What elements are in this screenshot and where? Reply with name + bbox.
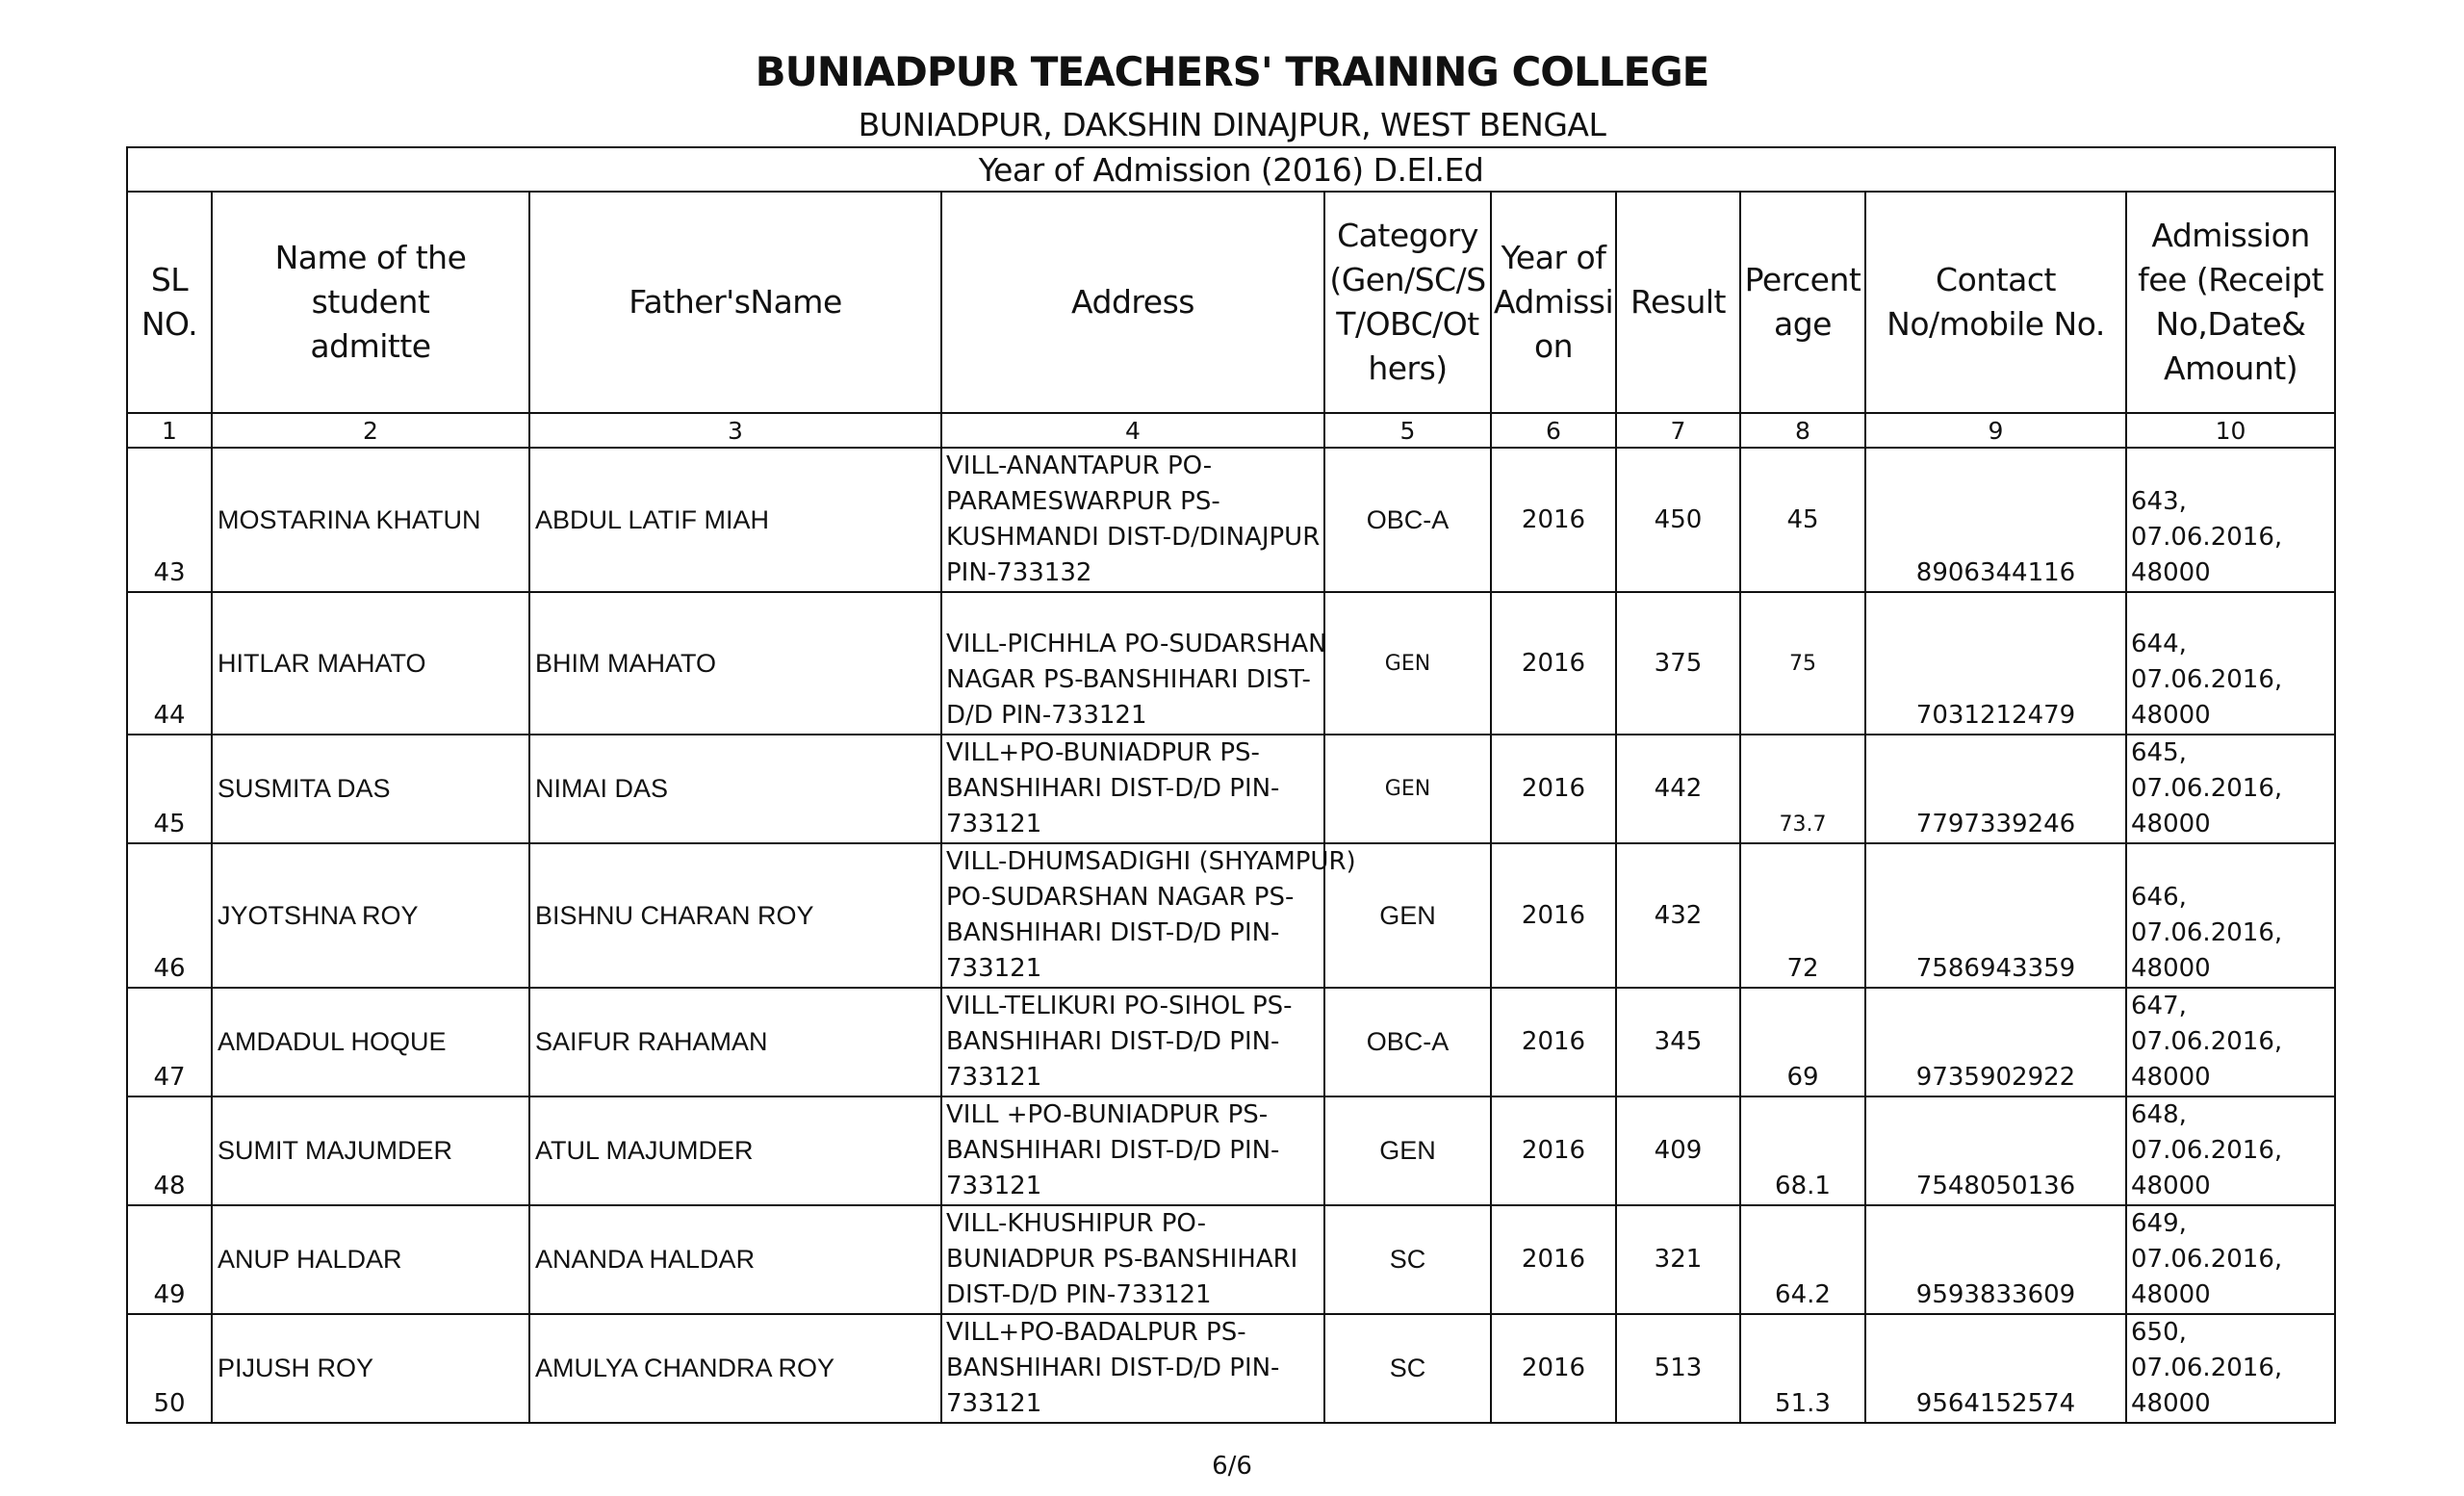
address-cell: [941, 1096, 1324, 1205]
address-line: VILL-KHUSHIPUR PO-: [946, 1209, 1206, 1238]
percentage-cell: 72: [1740, 843, 1865, 988]
admission-fee-cell: 650, 07.06.2016, 48000: [2126, 1314, 2335, 1423]
col-number: 8: [1740, 413, 1865, 448]
student-name-cell: ANUP HALDAR: [212, 1205, 529, 1314]
student-name-cell: AMDADUL HOQUE: [212, 988, 529, 1096]
address-line: VILL+PO-BUNIADPUR PS-: [946, 738, 1260, 767]
percentage-cell: 51.3: [1740, 1314, 1865, 1423]
address-line: KUSHMANDI DIST-D/DINAJPUR: [946, 523, 1321, 552]
category-cell: SC: [1324, 1314, 1491, 1423]
col-number: 7: [1616, 413, 1740, 448]
result-cell: 442: [1616, 735, 1740, 843]
student-name-cell: SUSMITA DAS: [212, 735, 529, 843]
category-cell: GEN: [1324, 843, 1491, 988]
address-cell: [941, 843, 1356, 988]
admission-fee-cell: 645, 07.06.2016, 48000: [2126, 735, 2335, 843]
student-name-cell: PIJUSH ROY: [212, 1314, 529, 1423]
table-row: [127, 1205, 2335, 1314]
col-number: 3: [529, 413, 941, 448]
address-line: VILL-DHUMSADIGHI (SHYAMPUR): [946, 847, 1356, 876]
page-number: 6/6: [1212, 1452, 1252, 1481]
result-cell: 513: [1616, 1314, 1740, 1423]
address-line: VILL+PO-BADALPUR PS-: [946, 1318, 1246, 1347]
serial-number-cell: 47: [127, 988, 212, 1096]
percentage-cell: 68.1: [1740, 1096, 1865, 1205]
father-name-cell: ATUL MAJUMDER: [529, 1096, 941, 1205]
admission-fee-cell: 648, 07.06.2016, 48000: [2126, 1096, 2335, 1205]
contact-cell: 9593833609: [1865, 1205, 2126, 1314]
student-name-cell: SUMIT MAJUMDER: [212, 1096, 529, 1205]
address-line: BUNIADPUR PS-BANSHIHARI: [946, 1245, 1298, 1274]
col-header-year: Year of Admissi on: [1491, 192, 1616, 413]
contact-cell: 9564152574: [1865, 1314, 2126, 1423]
result-cell: 375: [1616, 592, 1740, 735]
contact-cell: 7031212479: [1865, 592, 2126, 735]
category-cell: OBC-A: [1324, 448, 1491, 592]
table-row: [127, 592, 2335, 735]
address-line: D/D PIN-733121: [946, 701, 1147, 730]
col-header-result: Result: [1616, 192, 1740, 413]
address-line: BANSHIHARI DIST-D/D PIN-: [946, 1027, 1280, 1056]
col-header-percentage: Percent age: [1740, 192, 1865, 413]
percentage-cell: 75: [1740, 592, 1865, 735]
percentage-cell: 64.2: [1740, 1205, 1865, 1314]
table-row: [127, 1314, 2335, 1423]
address-line: DIST-D/D PIN-733121: [946, 1280, 1212, 1309]
percentage-cell: 69: [1740, 988, 1865, 1096]
serial-number-cell: 45: [127, 735, 212, 843]
address-cell: [941, 592, 1327, 735]
result-cell: 345: [1616, 988, 1740, 1096]
result-cell: 409: [1616, 1096, 1740, 1205]
percentage-cell: 45: [1740, 448, 1865, 592]
student-name-cell: MOSTARINA KHATUN: [212, 448, 529, 592]
admission-fee-cell: 646, 07.06.2016, 48000: [2126, 843, 2335, 988]
address-line: VILL-ANANTAPUR PO-: [946, 451, 1213, 480]
admission-year-cell: 2016: [1491, 1314, 1616, 1423]
address-line: PIN-733132: [946, 558, 1092, 587]
category-cell: GEN: [1324, 1096, 1491, 1205]
contact-cell: 9735902922: [1865, 988, 2126, 1096]
admission-year-cell: 2016: [1491, 1096, 1616, 1205]
admission-fee-cell: 649, 07.06.2016, 48000: [2126, 1205, 2335, 1314]
address-line: 733121: [946, 1172, 1042, 1200]
contact-cell: 8906344116: [1865, 448, 2126, 592]
father-name-cell: BISHNU CHARAN ROY: [529, 843, 941, 988]
student-name-cell: JYOTSHNA ROY: [212, 843, 529, 988]
col-header-sl: SL NO.: [127, 192, 212, 413]
college-title: BUNIADPUR TEACHERS' TRAINING COLLEGE: [755, 48, 1709, 95]
father-name-cell: SAIFUR RAHAMAN: [529, 988, 941, 1096]
address-line: VILL-TELIKURI PO-SIHOL PS-: [946, 992, 1293, 1020]
col-number: 6: [1491, 413, 1616, 448]
address-line: 733121: [946, 1389, 1042, 1418]
col-number: 4: [941, 413, 1324, 448]
col-number: 5: [1324, 413, 1491, 448]
table-row: [127, 735, 2335, 843]
column-header-row: [127, 192, 2335, 413]
table-row: [127, 988, 2335, 1096]
contact-cell: 7797339246: [1865, 735, 2126, 843]
serial-number-cell: 44: [127, 592, 212, 735]
serial-number-cell: 43: [127, 448, 212, 592]
admission-fee-cell: 647, 07.06.2016, 48000: [2126, 988, 2335, 1096]
admission-year-cell: 2016: [1491, 448, 1616, 592]
address-line: BANSHIHARI DIST-D/D PIN-: [946, 774, 1280, 803]
admission-year-cell: 2016: [1491, 843, 1616, 988]
table-row: [127, 1096, 2335, 1205]
category-cell: SC: [1324, 1205, 1491, 1314]
serial-number-cell: 50: [127, 1314, 212, 1423]
percentage-cell: 73.7: [1740, 735, 1865, 843]
serial-number-cell: 48: [127, 1096, 212, 1205]
result-cell: 432: [1616, 843, 1740, 988]
col-number: 9: [1865, 413, 2126, 448]
col-header-contact: Contact No/mobile No.: [1865, 192, 2126, 413]
admission-year-cell: 2016: [1491, 1205, 1616, 1314]
address-cell: [941, 988, 1324, 1096]
father-name-cell: BHIM MAHATO: [529, 592, 941, 735]
address-line: BANSHIHARI DIST-D/D PIN-: [946, 1354, 1280, 1382]
category-cell: GEN: [1324, 592, 1491, 735]
col-number: 1: [127, 413, 212, 448]
contact-cell: 7548050136: [1865, 1096, 2126, 1205]
admission-year-banner: Year of Admission (2016) D.El.Ed: [127, 147, 2335, 192]
address-line: NAGAR PS-BANSHIHARI DIST-: [946, 665, 1311, 694]
address-cell: [941, 1314, 1324, 1423]
col-number: 2: [212, 413, 529, 448]
result-cell: 450: [1616, 448, 1740, 592]
address-line: BANSHIHARI DIST-D/D PIN-: [946, 918, 1280, 947]
father-name-cell: ABDUL LATIF MIAH: [529, 448, 941, 592]
category-cell: OBC-A: [1324, 988, 1491, 1096]
col-header-category: Category (Gen/SC/S T/OBC/Ot hers): [1324, 192, 1491, 413]
address-cell: [941, 735, 1324, 843]
address-line: VILL +PO-BUNIADPUR PS-: [946, 1100, 1269, 1129]
admission-fee-cell: 643, 07.06.2016, 48000: [2126, 448, 2335, 592]
address-line: PARAMESWARPUR PS-: [946, 487, 1220, 516]
col-number: 10: [2126, 413, 2335, 448]
col-header-father: Father'sName: [529, 192, 941, 413]
address-cell: [941, 1205, 1324, 1314]
col-header-name: Name of the student admitte: [212, 192, 529, 413]
address-line: VILL-PICHHLA PO-SUDARSHAN: [946, 630, 1327, 658]
serial-number-cell: 46: [127, 843, 212, 988]
table-row: [127, 843, 2335, 988]
address-line: PO-SUDARSHAN NAGAR PS-: [946, 883, 1295, 912]
father-name-cell: NIMAI DAS: [529, 735, 941, 843]
admission-fee-cell: 644, 07.06.2016, 48000: [2126, 592, 2335, 735]
address-line: 733121: [946, 810, 1042, 838]
category-cell: GEN: [1324, 735, 1491, 843]
admission-year-cell: 2016: [1491, 735, 1616, 843]
admission-year-cell: 2016: [1491, 592, 1616, 735]
address-cell: [941, 448, 1324, 592]
father-name-cell: AMULYA CHANDRA ROY: [529, 1314, 941, 1423]
result-cell: 321: [1616, 1205, 1740, 1314]
admission-table: [126, 146, 2336, 1424]
serial-number-cell: 49: [127, 1205, 212, 1314]
column-number-row: [127, 413, 2335, 448]
admission-year-cell: 2016: [1491, 988, 1616, 1096]
table-row: [127, 448, 2335, 592]
col-header-address: Address: [941, 192, 1324, 413]
address-line: 733121: [946, 954, 1042, 983]
col-header-fee: Admission fee (Receipt No,Date& Amount): [2126, 192, 2335, 413]
college-address: BUNIADPUR, DAKSHIN DINAJPUR, WEST BENGAL: [858, 106, 1606, 143]
contact-cell: 7586943359: [1865, 843, 2126, 988]
address-line: BANSHIHARI DIST-D/D PIN-: [946, 1136, 1280, 1165]
address-line: 733121: [946, 1063, 1042, 1092]
student-name-cell: HITLAR MAHATO: [212, 592, 529, 735]
father-name-cell: ANANDA HALDAR: [529, 1205, 941, 1314]
